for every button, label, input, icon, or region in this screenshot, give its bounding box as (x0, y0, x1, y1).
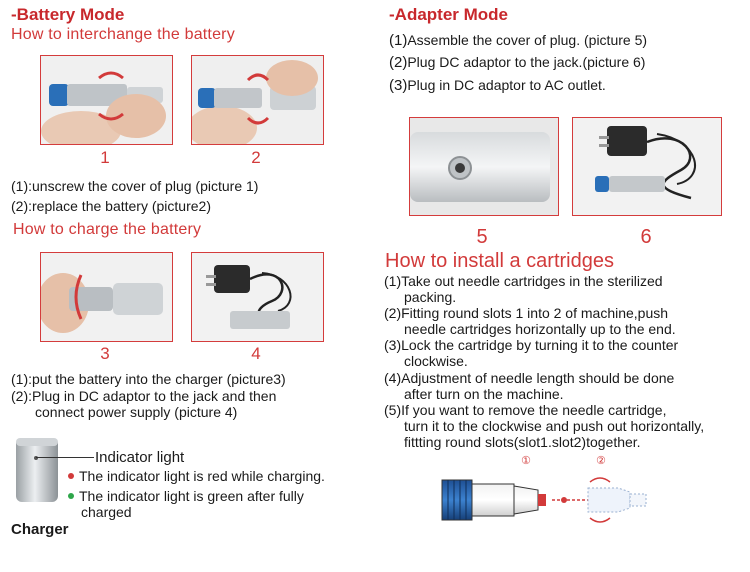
picture-6-number: 6 (640, 226, 652, 248)
adapter-step-2-text: Plug DC adaptor to the jack.(picture 6) (407, 54, 646, 70)
cartridge-line-7: (4)Adjustment of needle length should be done (384, 370, 675, 386)
picture-5-number: 5 (476, 226, 488, 248)
cartridge-line-3: (2)Fitting round slots 1 into 2 of machine,push (384, 305, 669, 321)
cartridge-line-1: (1)Take out needle cartridges in the sterilized (384, 273, 663, 289)
battery-charger-illustration (41, 253, 172, 341)
red-dot-icon (68, 473, 74, 479)
cartridge-line-10: turn it to the clockwise and push out horizontally, (404, 418, 705, 434)
adaptor-plugged-illustration (573, 118, 721, 215)
adapter-step-1 (389, 32, 647, 49)
charge-battery-heading: How to charge the battery (13, 221, 202, 238)
picture-3-number: 3 (100, 344, 110, 363)
indicator-red-text: The indicator light is red while charging. (79, 468, 325, 484)
indicator-green-text-continued: charged (81, 504, 132, 520)
interchange-step-2: (2):replace the battery (picture2) (11, 198, 211, 214)
slot-1-marker: ① (521, 455, 531, 467)
indicator-red-note (68, 468, 325, 484)
install-cartridges-heading: How to install a cartridges (385, 250, 614, 272)
picture-2-number: 2 (251, 148, 261, 167)
indicator-leader-line (36, 457, 94, 458)
adapter-step-1-text: Assemble the cover of plug. (picture 5) (407, 32, 648, 48)
adapter-step-2 (389, 54, 645, 71)
cartridge-line-6: clockwise. (404, 353, 468, 369)
indicator-green-note (68, 488, 304, 504)
cartridge-line-11: fittting round slots(slot1.slot2)together. (404, 434, 641, 450)
pen-unscrew-illustration (41, 56, 172, 144)
interchange-step-1: (1):unscrew the cover of plug (picture 1) (11, 178, 259, 194)
charger-image (12, 436, 62, 504)
charge-step-2: (2):Plug in DC adaptor to the jack and then (11, 388, 277, 404)
charger-label: Charger (11, 521, 69, 538)
picture-3-battery-into-charger (40, 252, 173, 342)
indicator-green-text: The indicator light is green after fully (79, 488, 304, 504)
cartridge-line-9: (5)If you want to remove the needle cartridge, (384, 402, 667, 418)
adapter-step-3 (389, 77, 606, 94)
adapter-step-3-number: (3) (389, 77, 408, 94)
cartridge-line-2: packing. (404, 289, 457, 305)
battery-mode-title: -Battery Mode (11, 5, 125, 24)
adaptor-charger-illustration (192, 253, 323, 341)
plug-cover-closeup-illustration (410, 118, 558, 215)
picture-5-plug-cover (409, 117, 559, 216)
adapter-step-2-number: (2) (389, 54, 408, 71)
adapter-mode-title: -Adapter Mode (389, 5, 508, 24)
cartridge-diagram-illustration (440, 468, 660, 530)
picture-1-unscrew-cover (40, 55, 173, 145)
picture-6-adaptor-plugged (572, 117, 722, 216)
indicator-light-label: Indicator light (95, 449, 185, 466)
picture-4-connect-adaptor (191, 252, 324, 342)
picture-1-number: 1 (100, 148, 110, 167)
adapter-step-1-number: (1) (389, 32, 408, 49)
cartridge-line-4: needle cartridges horizontally up to the end. (404, 321, 676, 337)
charger-device-illustration (12, 436, 62, 504)
picture-4-number: 4 (251, 344, 261, 363)
slot-2-marker: ② (596, 455, 606, 467)
charge-step-1: (1):put the battery into the charger (picture3) (11, 371, 286, 387)
interchange-battery-heading: How to interchange the battery (11, 26, 235, 43)
cartridge-line-8: after turn on the machine. (404, 386, 564, 402)
cartridge-line-5: (3)Lock the cartridge by turning it to the counter (384, 337, 679, 353)
cartridge-install-diagram (440, 468, 660, 530)
charge-step-2-continued: connect power supply (picture 4) (35, 404, 238, 420)
green-dot-icon (68, 493, 74, 499)
adapter-step-3-text: Plug in DC adaptor to AC outlet. (407, 77, 606, 93)
pen-replace-battery-illustration (192, 56, 323, 144)
picture-2-replace-battery (191, 55, 324, 145)
